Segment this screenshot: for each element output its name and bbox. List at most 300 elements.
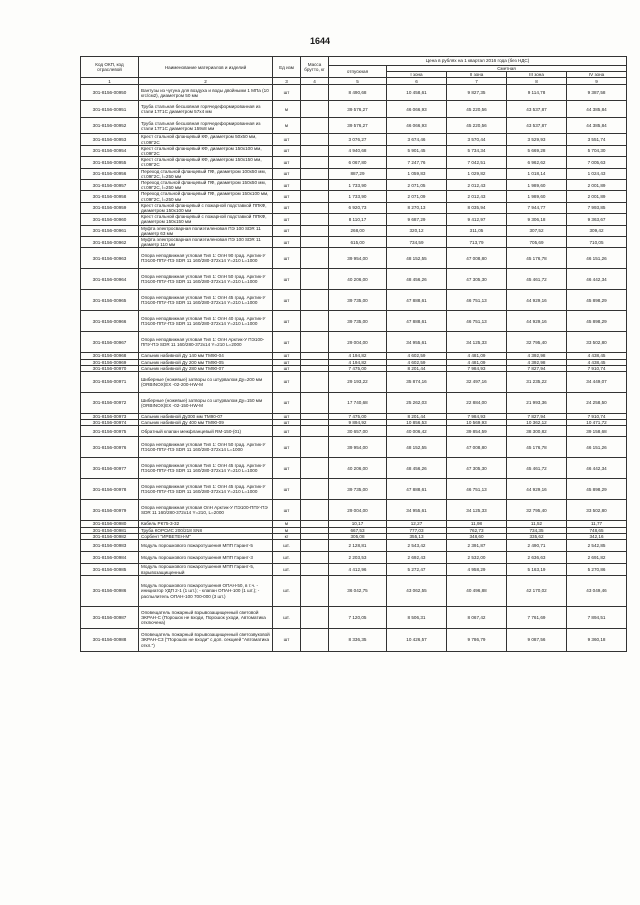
zone-3-price: 31 235,22 xyxy=(507,372,567,393)
zone-1-price: 320,12 xyxy=(387,225,447,236)
zone-1-price: 5 272,47 xyxy=(387,564,447,576)
table-row xyxy=(81,191,627,202)
item-unit: шт xyxy=(273,202,301,213)
column-index: 1 xyxy=(81,78,139,85)
item-unit: шт xyxy=(273,365,301,371)
item-name: Опора неподвижная угловая Тип 1: ОпН 50 град. Арктик-У ПЭ100-ППУ-ПЭ SDR 11 160/280-372х14 L=1000 xyxy=(139,437,273,458)
zone-4-price: 46 442,34 xyxy=(567,269,627,290)
item-name: Шиберные (ножевые) затворы со штурвалом Ду=200 мм (ORBINOX)EX -02-200-НW-М xyxy=(139,372,273,393)
zone-4-price: 4 438,45 xyxy=(567,353,627,359)
zone-3-price: 7 827,94 xyxy=(507,414,567,420)
release-price: 4 412,96 xyxy=(329,564,387,576)
release-price: 8 490,68 xyxy=(329,85,387,101)
item-unit: м xyxy=(273,527,301,533)
header-zone-1: I зона xyxy=(387,72,447,78)
zone-4-price: 46 151,26 xyxy=(567,248,627,269)
item-unit: шт xyxy=(273,225,301,236)
item-unit: шт xyxy=(273,214,301,225)
item-mass xyxy=(301,191,329,202)
header-code: Код ОКП, код отраслевой xyxy=(81,57,139,78)
zone-2-price: 9 786,79 xyxy=(447,629,507,652)
zone-4-price: 2 691,82 xyxy=(567,552,627,564)
item-code: 301-8156-00962 xyxy=(81,237,139,248)
item-mass xyxy=(301,500,329,521)
item-code: 301-8156-00978 xyxy=(81,479,139,500)
zone-3-price: 11,52 xyxy=(507,521,567,527)
zone-4-price: 24 258,50 xyxy=(567,393,627,414)
item-code: 301-8156-00952 xyxy=(81,118,139,134)
zone-1-price: 8 270,13 xyxy=(387,202,447,213)
table-row xyxy=(81,359,627,365)
release-price: 8 110,17 xyxy=(329,214,387,225)
release-price: 887,29 xyxy=(329,168,387,179)
zone-2-price: 34 125,33 xyxy=(447,500,507,521)
zone-3-price: 9 087,56 xyxy=(507,629,567,652)
zone-2-price: 47 305,30 xyxy=(447,269,507,290)
release-price: 39 954,00 xyxy=(329,437,387,458)
zone-1-price: 10 458,61 xyxy=(387,85,447,101)
zone-1-price: 40 006,42 xyxy=(387,426,447,437)
zone-4-price: 44 385,84 xyxy=(567,101,627,118)
release-price: 8 336,35 xyxy=(329,629,387,652)
table-row xyxy=(81,237,627,248)
item-name: Модуль порошкового пожаротушения МПП Гарант-3 xyxy=(139,552,273,564)
zone-2-price: 45 220,56 xyxy=(447,101,507,118)
header-estimate: Сметная xyxy=(387,66,627,72)
item-name: Труба стальная бесшовная горячедеформированная из стали 17Г1С диаметром 57х4 мм xyxy=(139,101,273,118)
zone-2-price: 1 029,82 xyxy=(447,168,507,179)
zone-2-price: 2 012,43 xyxy=(447,180,507,191)
table-row xyxy=(81,180,627,191)
item-mass xyxy=(301,479,329,500)
item-code: 301-8156-00965 xyxy=(81,290,139,311)
item-code: 301-8156-00987 xyxy=(81,607,139,629)
zone-2-price: 34 125,33 xyxy=(447,332,507,353)
zone-3-price: 9 306,18 xyxy=(507,214,567,225)
zone-1-price: 46 066,93 xyxy=(387,118,447,134)
zone-3-price: 43 537,87 xyxy=(507,101,567,118)
item-unit: шт. xyxy=(273,552,301,564)
zone-2-price: 2 012,43 xyxy=(447,191,507,202)
release-price: 36 042,75 xyxy=(329,576,387,607)
item-name: Оповещатель пожарный взрывозащищенный светозвуковой ЭКРАН-С3 ("Порошок не входи" с доп. секцией "Автоматика откл.") xyxy=(139,629,273,652)
item-mass xyxy=(301,458,329,479)
release-price: 39 954,00 xyxy=(329,248,387,269)
zone-4-price: 10 471,72 xyxy=(567,420,627,426)
table-row xyxy=(81,85,627,101)
item-name: Опора неподвижная угловая Тип 1: ОпН 45 град. Арктик-У ПЭ100-ППУ-ПЭ SDR 11 160/280-372х14 Y=210 L=1000 xyxy=(139,458,273,479)
item-code: 301-8156-00971 xyxy=(81,372,139,393)
item-name: Опора неподвижная угловая Тип 1: ОпН 45 град. Арктик-У ПЭ100-ППУ-ПЭ SDR 11 160/280-372х14 Y=210 L=1000 xyxy=(139,479,273,500)
item-name: Модуль порошкового пожаротушения МПП Гарант-5 xyxy=(139,540,273,552)
table-row xyxy=(81,607,627,629)
item-name: Вантузы из чугуна для воздуха и воды двойными 1 МПа (10 кгс/см2), диаметром 50 мм xyxy=(139,85,273,101)
item-code: 301-8156-00977 xyxy=(81,458,139,479)
item-name: Сальник набивной Ду 200 мм ТМ90-05 xyxy=(139,359,273,365)
item-mass xyxy=(301,564,329,576)
zone-2-price: 5 734,34 xyxy=(447,145,507,156)
item-mass xyxy=(301,372,329,393)
table-row xyxy=(81,414,627,420)
item-code: 301-8156-00958 xyxy=(81,191,139,202)
zone-2-price: 4 958,29 xyxy=(447,564,507,576)
price-table xyxy=(80,56,627,652)
table-row xyxy=(81,353,627,359)
item-mass xyxy=(301,134,329,145)
item-code: 301-8156-00968 xyxy=(81,353,139,359)
zone-2-price: 3 570,44 xyxy=(447,134,507,145)
table-row xyxy=(81,479,627,500)
item-name: Оповещатель пожарный взрывозащищенный световой ЭКРАН-С (Порошок не входи, Порошок уходи, Автоматика отключена) xyxy=(139,607,273,629)
item-unit: шт xyxy=(273,353,301,359)
zone-2-price: 762,73 xyxy=(447,527,507,533)
table-row xyxy=(81,426,627,437)
zone-2-price: 10 569,93 xyxy=(447,420,507,426)
item-unit: шт xyxy=(273,414,301,420)
zone-2-price: 2 532,00 xyxy=(447,552,507,564)
item-name: Сальник набивной Ду 400 мм ТМ90-09 xyxy=(139,420,273,426)
zone-2-price: 45 220,56 xyxy=(447,118,507,134)
zone-4-price: 7 894,51 xyxy=(567,607,627,629)
release-price: 39 735,00 xyxy=(329,311,387,332)
item-unit: шт xyxy=(273,458,301,479)
release-price: 39 735,00 xyxy=(329,479,387,500)
item-unit: шт xyxy=(273,479,301,500)
zone-1-price: 777,03 xyxy=(387,527,447,533)
zone-2-price: 8 067,42 xyxy=(447,607,507,629)
zone-4-price: 45 898,29 xyxy=(567,290,627,311)
release-price: 4 940,68 xyxy=(329,145,387,156)
table-row xyxy=(81,552,627,564)
item-mass xyxy=(301,393,329,414)
zone-3-price: 32 795,40 xyxy=(507,332,567,353)
item-unit: шт xyxy=(273,168,301,179)
zone-2-price: 22 884,00 xyxy=(447,393,507,414)
zone-4-price: 7 910,74 xyxy=(567,365,627,371)
release-price: 4 194,82 xyxy=(329,353,387,359)
item-code: 301-8156-00950 xyxy=(81,85,139,101)
item-name: Сальник набивной Ду 280 мм ТМ90-07 xyxy=(139,365,273,371)
release-price: 1 733,90 xyxy=(329,180,387,191)
item-unit: шт xyxy=(273,191,301,202)
zone-4-price: 5 704,30 xyxy=(567,145,627,156)
item-mass xyxy=(301,118,329,134)
zone-4-price: 11,77 xyxy=(567,521,627,527)
table-row xyxy=(81,437,627,458)
item-unit: шт xyxy=(273,426,301,437)
item-code: 301-8156-00988 xyxy=(81,629,139,652)
release-price: 4 194,82 xyxy=(329,359,387,365)
item-unit: шт xyxy=(273,332,301,353)
table-row xyxy=(81,311,627,332)
zone-3-price: 45 461,72 xyxy=(507,458,567,479)
release-price: 9 894,92 xyxy=(329,420,387,426)
release-price: 6 920,73 xyxy=(329,202,387,213)
item-code: 301-8156-00986 xyxy=(81,576,139,607)
item-mass xyxy=(301,225,329,236)
release-price: 39 735,00 xyxy=(329,290,387,311)
zone-3-price: 44 929,16 xyxy=(507,479,567,500)
zone-3-price: 6 962,62 xyxy=(507,157,567,168)
release-price: 29 004,00 xyxy=(329,500,387,521)
column-index: 3 xyxy=(273,78,301,85)
item-name: Муфта электросварная полиэтиленовая ПЭ 100 SDR 11 диаметр 110 мм xyxy=(139,237,273,248)
release-price: 39 576,27 xyxy=(329,118,387,134)
zone-3-price: 45 176,78 xyxy=(507,437,567,458)
item-mass xyxy=(301,157,329,168)
zone-4-price: 2 001,89 xyxy=(567,191,627,202)
zone-1-price: 1 059,83 xyxy=(387,168,447,179)
zone-4-price: 2 542,85 xyxy=(567,540,627,552)
zone-1-price: 4 602,59 xyxy=(387,359,447,365)
table-row xyxy=(81,214,627,225)
item-code: 301-8156-00975 xyxy=(81,426,139,437)
zone-1-price: 48 152,55 xyxy=(387,437,447,458)
item-name: Муфта электросварная полиэтиленовая ПЭ 100 SDR 11 диаметр 63 мм xyxy=(139,225,273,236)
zone-1-price: 47 888,61 xyxy=(387,311,447,332)
zone-1-price: 355,13 xyxy=(387,533,447,539)
zone-3-price: 2 636,63 xyxy=(507,552,567,564)
zone-3-price: 4 392,98 xyxy=(507,353,567,359)
table-row xyxy=(81,168,627,179)
item-unit: шт xyxy=(273,372,301,393)
zone-4-price: 7 993,85 xyxy=(567,202,627,213)
item-code: 301-8156-00960 xyxy=(81,214,139,225)
zone-3-price: 1 989,60 xyxy=(507,180,567,191)
zone-1-price: 10 426,57 xyxy=(387,629,447,652)
zone-4-price: 342,16 xyxy=(567,533,627,539)
zone-2-price: 46 751,13 xyxy=(447,311,507,332)
release-price: 7 475,00 xyxy=(329,365,387,371)
zone-2-price: 46 751,13 xyxy=(447,479,507,500)
zone-3-price: 705,69 xyxy=(507,237,567,248)
zone-1-price: 2 692,43 xyxy=(387,552,447,564)
item-unit: шт xyxy=(273,359,301,365)
zone-4-price: 2 001,89 xyxy=(567,180,627,191)
table-row xyxy=(81,420,627,426)
release-price: 1 733,90 xyxy=(329,191,387,202)
item-code: 301-8156-00956 xyxy=(81,168,139,179)
item-name: Труба стальная бесшовная горячедеформированная из стали 17Г1С диаметром 159х8 мм xyxy=(139,118,273,134)
zone-4-price: 9 387,58 xyxy=(567,85,627,101)
zone-4-price: 43 049,46 xyxy=(567,576,627,607)
item-code: 301-8156-00985 xyxy=(81,564,139,576)
item-mass xyxy=(301,311,329,332)
item-code: 301-8156-00954 xyxy=(81,145,139,156)
item-name: Переход стальной фланцевый ПФ, диаметром 150х100 мм, ст.09Г2С, l=250 мм xyxy=(139,191,273,202)
zone-3-price: 4 392,98 xyxy=(507,359,567,365)
item-code: 301-8156-00982 xyxy=(81,533,139,539)
release-price: 268,00 xyxy=(329,225,387,236)
header-prices-title: Цена в рублях на 1 квартал 2016 года (без НДС) xyxy=(329,57,627,66)
header-release: отпускная xyxy=(329,66,387,78)
zone-4-price: 34 449,07 xyxy=(567,372,627,393)
zone-1-price: 734,59 xyxy=(387,237,447,248)
item-mass xyxy=(301,437,329,458)
release-price: 40 206,00 xyxy=(329,458,387,479)
item-mass xyxy=(301,607,329,629)
item-name: Сорбент "ИРВЕТЕН-М" xyxy=(139,533,273,539)
zone-3-price: 5 669,28 xyxy=(507,145,567,156)
release-price: 615,00 xyxy=(329,237,387,248)
item-name: Модуль порошкового пожаротушения МПП Гарант-5, взрывозащищенный xyxy=(139,564,273,576)
zone-1-price: 34 955,61 xyxy=(387,500,447,521)
zone-4-price: 9 363,67 xyxy=(567,214,627,225)
header-zone-3: III зона xyxy=(507,72,567,78)
release-price: 667,53 xyxy=(329,527,387,533)
zone-2-price: 47 008,80 xyxy=(447,437,507,458)
item-mass xyxy=(301,540,329,552)
zone-1-price: 35 874,16 xyxy=(387,372,447,393)
item-mass xyxy=(301,269,329,290)
item-unit: шт xyxy=(273,237,301,248)
item-name: Опора неподвижная угловая Тип 1: ОпН 40 град. Арктик-У ПЭ100-ППУ-ПЭ SDR 11 160/280-372х14 Y=210 L=1000 xyxy=(139,311,273,332)
zone-4-price: 33 502,80 xyxy=(567,332,627,353)
zone-1-price: 3 674,46 xyxy=(387,134,447,145)
item-unit: шт xyxy=(273,437,301,458)
item-unit: шт xyxy=(273,248,301,269)
table-row xyxy=(81,101,627,118)
header-unit: Ед изм xyxy=(273,57,301,78)
release-price: 40 206,00 xyxy=(329,269,387,290)
zone-4-price: 710,05 xyxy=(567,237,627,248)
zone-3-price: 42 170,02 xyxy=(507,576,567,607)
item-unit: шт xyxy=(273,420,301,426)
item-mass xyxy=(301,101,329,118)
zone-3-price: 5 163,19 xyxy=(507,564,567,576)
item-name: Опора неподвижная угловая Тип 1: ОпН 90 град. Арктик-У ПЭ100-ППУ-ПЭ SDR 11 160/280-372х14 Y=210 L=1000 xyxy=(139,248,273,269)
zone-2-price: 2 391,87 xyxy=(447,540,507,552)
zone-4-price: 309,42 xyxy=(567,225,627,236)
release-price: 2 203,53 xyxy=(329,552,387,564)
zone-1-price: 7 247,76 xyxy=(387,157,447,168)
zone-2-price: 4 481,09 xyxy=(447,353,507,359)
header-zone-4: IV зона xyxy=(567,72,627,78)
zone-2-price: 311,05 xyxy=(447,225,507,236)
zone-2-price: 9 412,97 xyxy=(447,214,507,225)
item-unit: шт. xyxy=(273,607,301,629)
item-unit: шт xyxy=(273,393,301,414)
zone-1-price: 5 901,45 xyxy=(387,145,447,156)
zone-2-price: 39 854,59 xyxy=(447,426,507,437)
zone-4-price: 748,65 xyxy=(567,527,627,533)
item-name: Опора неподвижная угловая Тип 1: ОпН Арктик-У ПЭ100-ППУ-ПЭ SDR 11 160/280-372х14 Y=210 L=2000 xyxy=(139,332,273,353)
zone-3-price: 32 795,40 xyxy=(507,500,567,521)
column-index: 5 xyxy=(329,78,387,85)
item-code: 301-8156-00981 xyxy=(81,527,139,533)
table-row xyxy=(81,269,627,290)
zone-2-price: 40 496,88 xyxy=(447,576,507,607)
zone-4-price: 45 898,29 xyxy=(567,479,627,500)
item-mass xyxy=(301,237,329,248)
zone-1-price: 8 201,44 xyxy=(387,365,447,371)
zone-3-price: 44 929,16 xyxy=(507,311,567,332)
item-unit: м xyxy=(273,101,301,118)
item-name: Труба КОРСИС 200/218 SN8 xyxy=(139,527,273,533)
item-unit: шт xyxy=(273,500,301,521)
release-price: 2 128,81 xyxy=(329,540,387,552)
zone-3-price: 44 929,16 xyxy=(507,290,567,311)
item-unit: шт xyxy=(273,311,301,332)
header-name: Наименование материалов и изделий xyxy=(139,57,273,78)
zone-2-price: 7 984,93 xyxy=(447,365,507,371)
item-mass xyxy=(301,85,329,101)
item-code: 301-8156-00959 xyxy=(81,202,139,213)
item-code: 301-8156-00953 xyxy=(81,134,139,145)
table-row xyxy=(81,134,627,145)
item-code: 301-8156-00972 xyxy=(81,393,139,414)
table-row xyxy=(81,540,627,552)
item-name: Обратный клапан межфланцевый RM-150-(01) xyxy=(139,426,273,437)
item-unit: шт xyxy=(273,157,301,168)
zone-4-price: 46 442,34 xyxy=(567,458,627,479)
release-price: 29 004,00 xyxy=(329,332,387,353)
zone-3-price: 335,62 xyxy=(507,533,567,539)
table-row xyxy=(81,157,627,168)
zone-3-price: 2 490,71 xyxy=(507,540,567,552)
column-index: 7 xyxy=(447,78,507,85)
zone-3-price: 21 993,36 xyxy=(507,393,567,414)
zone-3-price: 45 461,72 xyxy=(507,269,567,290)
header-zone-2: II зона xyxy=(447,72,507,78)
zone-4-price: 46 151,26 xyxy=(567,437,627,458)
item-name: Крест стальной фланцевый с пожарной подставкой ППКФ, диаметром 150х150 мм xyxy=(139,214,273,225)
zone-2-price: 7 984,93 xyxy=(447,414,507,420)
zone-1-price: 12,27 xyxy=(387,521,447,527)
item-code: 301-8156-00957 xyxy=(81,180,139,191)
item-code: 301-8156-00974 xyxy=(81,420,139,426)
table-row xyxy=(81,202,627,213)
zone-3-price: 43 537,87 xyxy=(507,118,567,134)
item-code: 301-8156-00951 xyxy=(81,101,139,118)
item-unit: кг xyxy=(273,533,301,539)
item-code: 301-8156-00970 xyxy=(81,365,139,371)
item-mass xyxy=(301,180,329,191)
column-index: 2 xyxy=(139,78,273,85)
column-index: 8 xyxy=(507,78,567,85)
item-name: Крест стальной фланцевый КФ, диаметром 150х100 мм, ст.09Г2С xyxy=(139,145,273,156)
table-row xyxy=(81,332,627,353)
item-unit: шт xyxy=(273,134,301,145)
item-mass xyxy=(301,576,329,607)
zone-4-price: 3 551,74 xyxy=(567,134,627,145)
zone-3-price: 7 827,94 xyxy=(507,365,567,371)
zone-1-price: 48 456,26 xyxy=(387,458,447,479)
zone-1-price: 48 152,55 xyxy=(387,248,447,269)
zone-3-price: 45 176,78 xyxy=(507,248,567,269)
item-name: Переход стальной фланцевый ПФ, диаметром 100х50 мм, ст.09Г2С, l=250 мм xyxy=(139,168,273,179)
release-price: 17 740,68 xyxy=(329,393,387,414)
zone-2-price: 4 481,09 xyxy=(447,359,507,365)
zone-2-price: 348,60 xyxy=(447,533,507,539)
zone-3-price: 9 114,78 xyxy=(507,85,567,101)
item-code: 301-8156-00976 xyxy=(81,437,139,458)
item-unit: м xyxy=(273,521,301,527)
zone-3-price: 38 300,82 xyxy=(507,426,567,437)
zone-2-price: 713,79 xyxy=(447,237,507,248)
item-mass xyxy=(301,426,329,437)
item-name: Модуль порошкового пожаротушения ОПАН-50, в т.ч. - инициатор УДП 2-1 (1 шт.); - клапан ОПАН-100 (1 шт.); - распылитель ОПАН-100 700-000 (3 шт.) xyxy=(139,576,273,607)
zone-1-price: 46 066,93 xyxy=(387,101,447,118)
zone-2-price: 9 827,35 xyxy=(447,85,507,101)
zone-3-price: 7 944,77 xyxy=(507,202,567,213)
zone-1-price: 2 543,42 xyxy=(387,540,447,552)
zone-2-price: 46 751,13 xyxy=(447,290,507,311)
table-row xyxy=(81,458,627,479)
item-code: 301-8156-00964 xyxy=(81,269,139,290)
zone-2-price: 7 042,51 xyxy=(447,157,507,168)
table-body xyxy=(81,85,627,652)
